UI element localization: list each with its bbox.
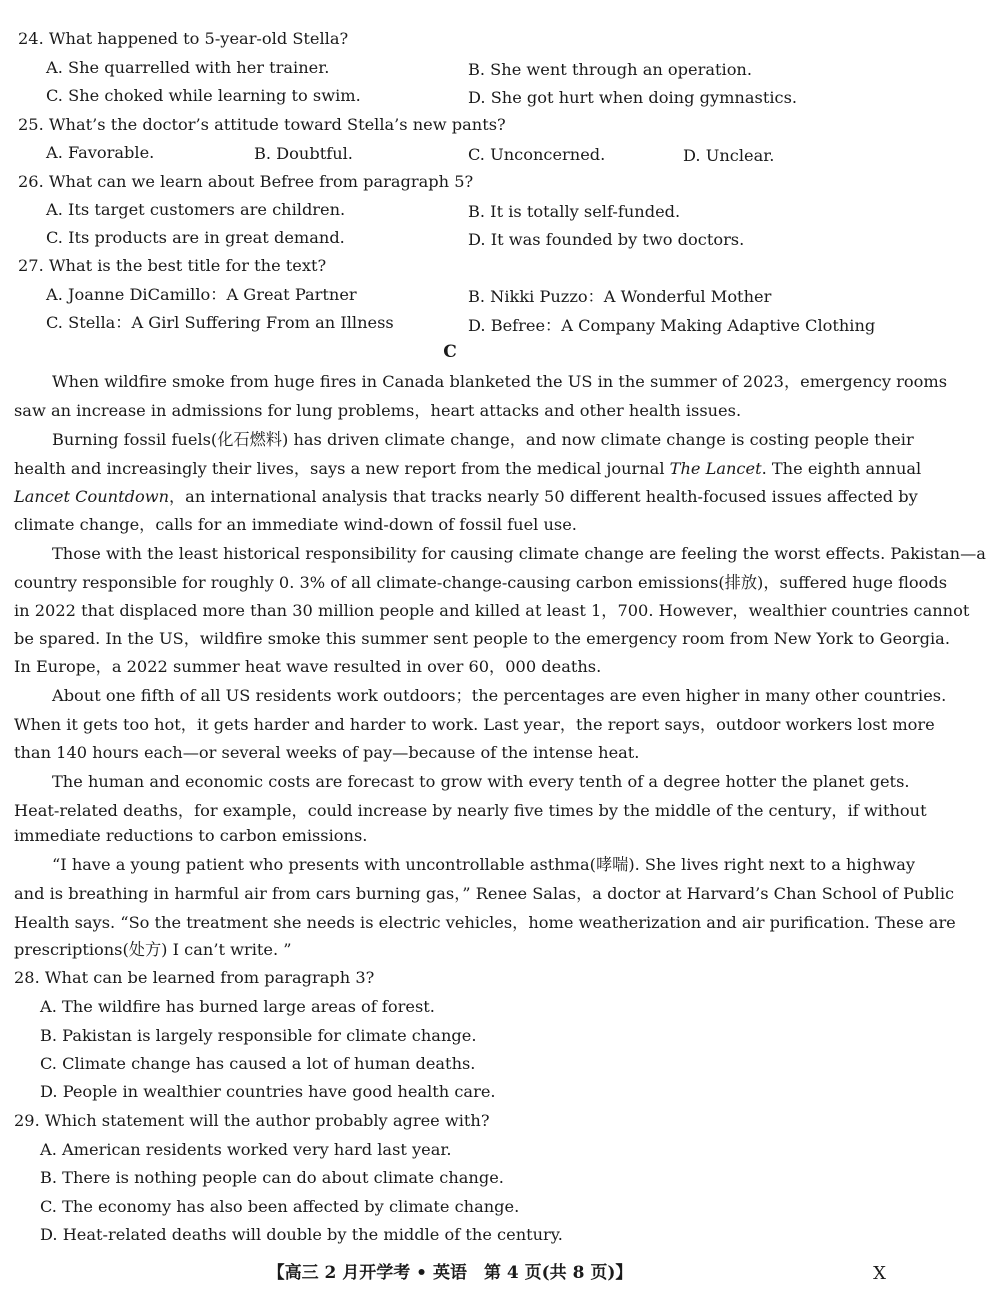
- passage-line: Burning fossil fuels(化石燃料) has driven climate change，and now climate change is costing people their: [52, 430, 914, 449]
- option: A. American residents worked very hard last year.: [40, 1140, 452, 1159]
- passage-line: The human and economic costs are forecast to grow with every tenth of a degree hotter the planet gets.: [52, 772, 910, 791]
- passage-line: prescriptions(处方) I can’t write. ”: [14, 940, 292, 959]
- option: A. The wildfire has burned large areas of forest.: [40, 997, 435, 1016]
- option: D. Unclear.: [683, 146, 775, 165]
- report-title: Lancet Countdown: [14, 487, 169, 506]
- passage-line: be spared. In the US，wildfire smoke this summer sent people to the emergency room from New York to Georgia.: [14, 629, 950, 648]
- option: A. Its target customers are children.: [46, 200, 346, 219]
- option: D. It was founded by two doctors.: [468, 230, 745, 249]
- passage-line: climate change，calls for an immediate wind-down of fossil fuel use.: [14, 515, 577, 534]
- passage-line: When it gets too hot，it gets harder and harder to work. Last year，the report says，outdoor workers lost more: [14, 715, 935, 734]
- option: A. Joanne DiCamillo：A Great Partner: [46, 285, 357, 304]
- option: B. She went through an operation.: [468, 60, 753, 79]
- option: D. Befree：A Company Making Adaptive Clothing: [468, 316, 876, 335]
- journal-title: The Lancet: [669, 459, 762, 478]
- passage-line: country responsible for roughly 0. 3% of all climate-change-causing carbon emissions(排放)，suffered huge floods: [14, 573, 948, 592]
- option: B. Doubtful.: [254, 144, 353, 163]
- question-stem: 28. What can be learned from paragraph 3?: [14, 968, 375, 987]
- page-footer: 【高三 2 月开学考 • 英语 第 4 页(共 8 页)】: [267, 1263, 633, 1283]
- option: C. Its products are in great demand.: [46, 228, 345, 247]
- passage-line: and is breathing in harmful air from cars burning gas，” Renee Salas，a doctor at Harvard’s Chan School of Public: [14, 884, 955, 903]
- passage-line: health and increasingly their lives，says a new report from the medical journal The Lancet. The eighth annual: [14, 459, 922, 478]
- passage-line: “I have a young patient who presents with uncontrollable asthma(哮喘). She lives right next to a highway: [52, 855, 916, 874]
- option: C. She choked while learning to swim.: [46, 86, 361, 105]
- option: C. The economy has also been affected by climate change.: [40, 1197, 520, 1216]
- option: D. People in wealthier countries have good health care.: [40, 1082, 496, 1101]
- passage-line: Lancet Countdown，an international analysis that tracks nearly 50 different health-focused issues affected by: [14, 487, 918, 506]
- passage-line: When wildfire smoke from huge fires in Canada blanketed the US in the summer of 2023，emergency rooms: [52, 372, 948, 391]
- passage-line: Health says. “So the treatment she needs is electric vehicles，home weatherization and air purification. These are: [14, 913, 956, 932]
- passage-line: in 2022 that displaced more than 30 million people and killed at least 1，700. However，wealthier countries cannot: [14, 601, 970, 620]
- option: B. Pakistan is largely responsible for climate change.: [40, 1026, 477, 1045]
- passage-line: than 140 hours each—or several weeks of pay—because of the intense heat.: [14, 743, 640, 762]
- question-stem: 26. What can we learn about Befree from paragraph 5?: [18, 172, 474, 191]
- option: B. Nikki Puzzo：A Wonderful Mother: [468, 287, 772, 306]
- section-label: C: [443, 342, 457, 362]
- question-stem: 27. What is the best title for the text?: [18, 256, 327, 275]
- passage-line: saw an increase in admissions for lung problems，heart attacks and other health issues.: [14, 401, 742, 420]
- option: A. She quarrelled with her trainer.: [46, 58, 330, 77]
- option: B. It is totally self-funded.: [468, 202, 681, 221]
- option: C. Unconcerned.: [468, 145, 606, 164]
- option: C. Stella：A Girl Suffering From an Illness: [46, 313, 394, 332]
- passage-line: immediate reductions to carbon emissions.: [14, 826, 368, 845]
- question-stem: 25. What’s the doctor’s attitude toward Stella’s new pants?: [18, 115, 506, 134]
- passage-line: Heat-related deaths，for example，could increase by nearly five times by the middle of the century，if without: [14, 801, 927, 820]
- passage-line: About one fifth of all US residents work outdoors；the percentages are even higher in many other countries.: [52, 686, 947, 705]
- option: B. There is nothing people can do about climate change.: [40, 1168, 504, 1187]
- passage-line: In Europe，a 2022 summer heat wave resulted in over 60，000 deaths.: [14, 657, 602, 676]
- question-stem: 29. Which statement will the author probably agree with?: [14, 1111, 490, 1130]
- question-stem: 24. What happened to 5-year-old Stella?: [18, 29, 349, 48]
- option: D. She got hurt when doing gymnastics.: [468, 88, 798, 107]
- option: C. Climate change has caused a lot of human deaths.: [40, 1054, 476, 1073]
- passage-line: Those with the least historical responsibility for causing climate change are feeling the worst effects. Pakistan—a: [52, 544, 986, 563]
- option: A. Favorable.: [46, 143, 155, 162]
- corner-mark: X: [873, 1263, 886, 1284]
- option: D. Heat-related deaths will double by the middle of the century.: [40, 1225, 563, 1244]
